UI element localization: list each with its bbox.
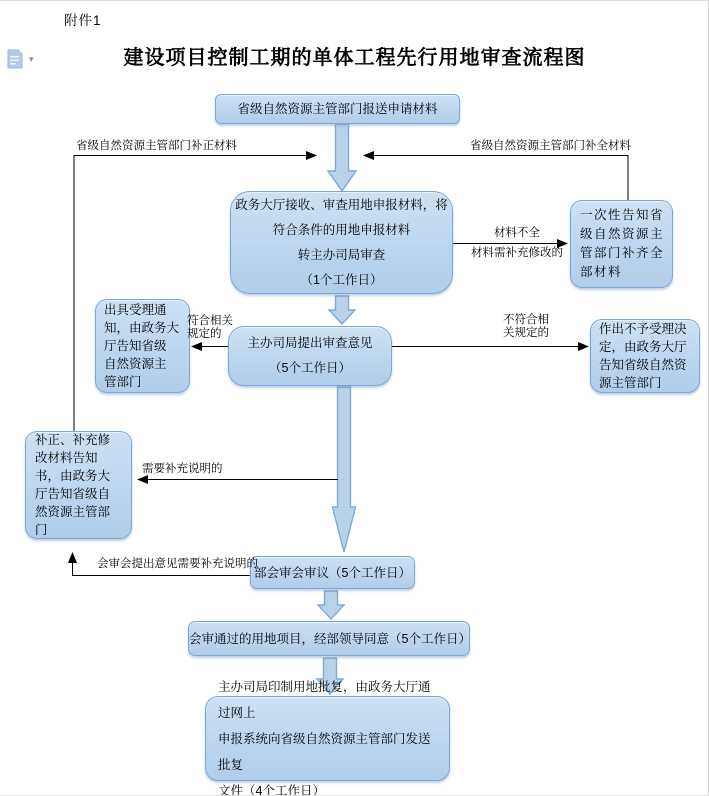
box-line: 政务大厅接收、审查用地申报材料，将 (235, 197, 448, 212)
box-line: 作出不予受理决 (599, 322, 687, 336)
label-correct-materials: 省级自然资源主管部门补正材料 (76, 140, 237, 152)
box-line: （5个工作日） (269, 361, 351, 375)
label-not-comply: 不符合相 关规定的 (503, 314, 549, 339)
box-line: 一次性告知省 (580, 208, 665, 222)
label-need-explanation: 需要补充说明的 (142, 463, 223, 475)
box-line: 出具受理通 (104, 303, 167, 317)
box-line: 然资源主管部 (35, 505, 111, 519)
box-line: 管部门补齐全 (580, 246, 665, 260)
box-line: 源主管部门 (599, 376, 662, 390)
box-line: 文件（4个工作日） (218, 783, 325, 796)
chevron-down-icon[interactable]: ▾ (29, 54, 34, 64)
box-reject-decision (590, 319, 700, 393)
box-hall-receive (230, 191, 453, 294)
box-main-review (228, 326, 392, 386)
box-line: 书，由政务大 (35, 469, 111, 483)
flow-arrow-hall-to-review (329, 296, 355, 324)
box-line: 厅告知省级 (104, 339, 167, 353)
box-line: 门 (35, 523, 48, 537)
box-line: 会审通过的用地项目，经部领导同意（5个工作日） (189, 631, 471, 646)
box-line: 转主办司局审查 (297, 247, 386, 262)
page-title: 建设项目控制工期的单体工程先行用地审查流程图 (123, 47, 586, 69)
label-complete-materials: 省级自然资源主管部门补全材料 (470, 140, 631, 152)
box-line: （1个工作日） (300, 272, 383, 287)
box-joint-meeting (250, 556, 415, 589)
flow-arrow-report-to-hall (328, 124, 356, 191)
box-line: 管部门 (104, 375, 142, 389)
box-report-materials (215, 94, 460, 124)
box-line: 省级自然资源主管部门报送申请材料 (237, 102, 438, 116)
box-line: 申报系统向省级自然资源主管部门发送批复 (218, 731, 431, 772)
box-line: 知，由政务大 (104, 321, 180, 335)
label-meeting-need-explanation: 会审会提出意见需要补充说明的 (97, 558, 258, 570)
attachment-label: 附件1 (64, 13, 102, 28)
box-issue-reply (205, 679, 450, 796)
box-line: 部材料 (580, 265, 623, 279)
box-acceptance-notice (95, 299, 190, 393)
box-supplement-notice (25, 431, 132, 539)
label-materials-need-revision: 材料需补充修改的 (471, 247, 563, 259)
box-line: 补正、补充修 (35, 433, 111, 447)
box-line: 定，由政务大厅 (599, 340, 687, 354)
box-line: 改材料告知 (35, 451, 98, 465)
box-line: 告知省级自然资 (599, 358, 687, 372)
box-line: 主办司局印制用地批复，由政务大厅通过网上 (218, 679, 431, 720)
box-line: 主办司局提出审查意见 (247, 336, 373, 350)
box-line: 符合条件的用地申报材料 (272, 222, 411, 237)
label-materials-incomplete: 材料不全 (494, 227, 540, 239)
box-line: 级自然资源主 (580, 227, 665, 241)
box-onetime-notice (570, 200, 673, 288)
box-line: 部会审会审议（5个工作日） (254, 565, 411, 580)
flow-arrow-meeting-to-approve (318, 591, 344, 619)
box-line: 自然资源主 (104, 357, 167, 371)
box-leader-approval (188, 621, 470, 656)
flow-arrow-review-to-meeting (333, 387, 356, 552)
label-comply: 符合相关 规定的 (187, 315, 233, 340)
box-line: 厅告知省级自 (35, 487, 111, 501)
